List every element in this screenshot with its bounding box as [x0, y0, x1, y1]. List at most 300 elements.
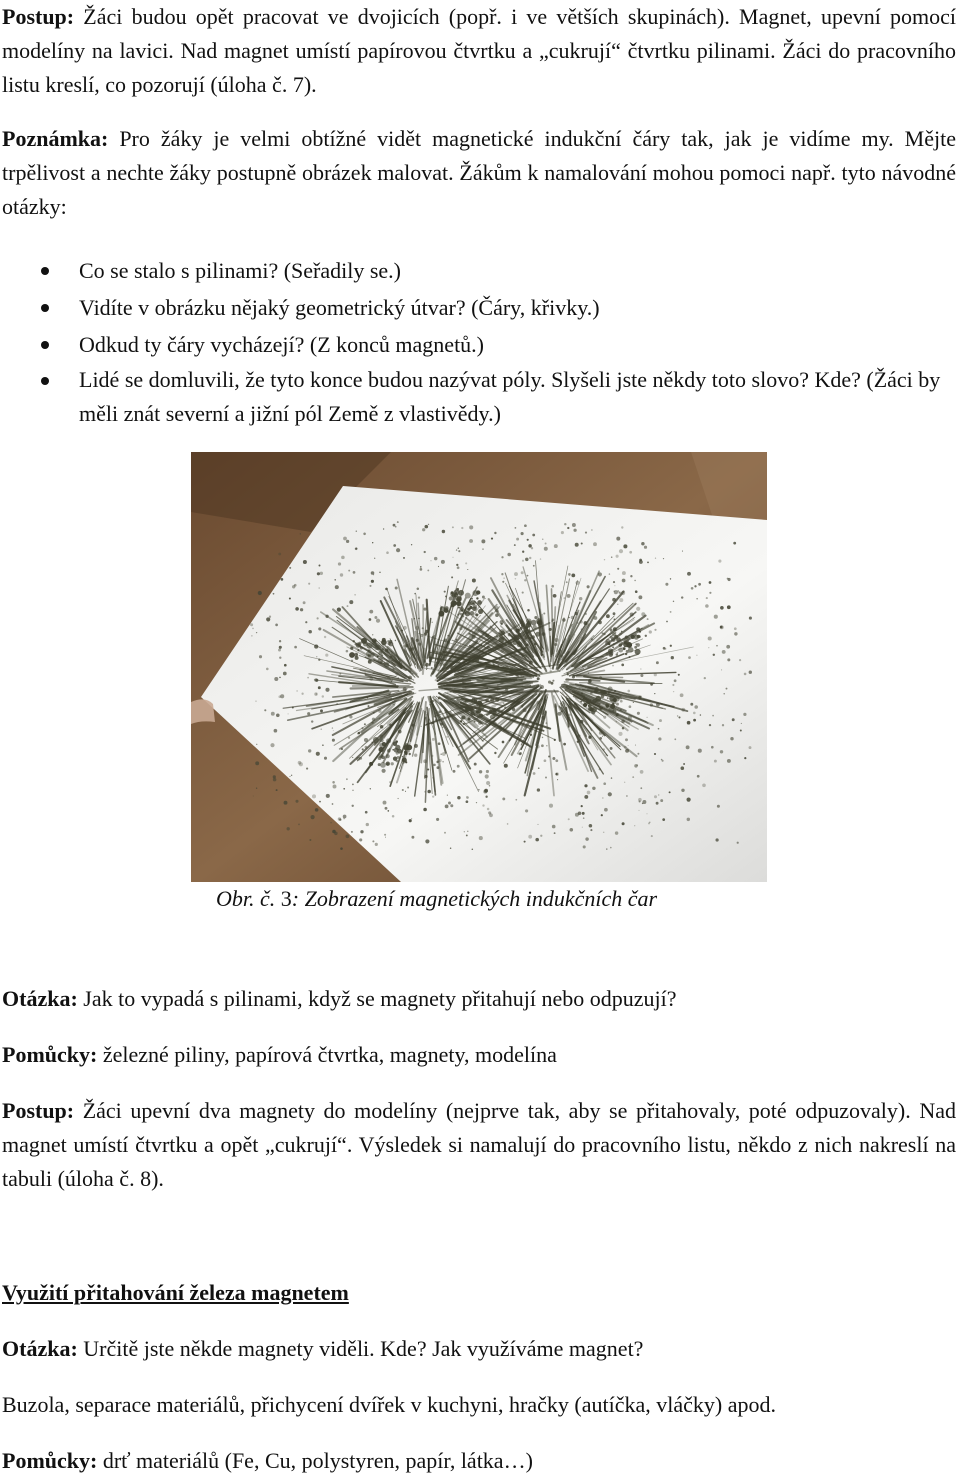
- filing-clump: [527, 621, 532, 626]
- filing-speck: [740, 730, 742, 732]
- filing-speck: [503, 702, 505, 704]
- filing-speck: [581, 628, 582, 629]
- filing-clump: [451, 591, 454, 594]
- filing-speck: [440, 723, 443, 726]
- filing-speck: [741, 723, 742, 724]
- filing-speck: [606, 848, 607, 849]
- filing-speck: [538, 767, 540, 769]
- filing-speck: [438, 759, 441, 762]
- filing-clump: [595, 688, 599, 692]
- filing-speck: [525, 558, 528, 561]
- filing-speck: [372, 722, 374, 724]
- filing-speck: [536, 745, 539, 748]
- filing-clump: [614, 690, 616, 692]
- filing-speck: [608, 792, 612, 796]
- filing-speck: [487, 808, 490, 811]
- filing-clump: [472, 698, 475, 701]
- bullet-icon: [41, 267, 49, 275]
- filing-speck: [264, 709, 266, 711]
- filing-speck: [638, 696, 641, 699]
- filing-speck: [687, 572, 691, 576]
- filing-speck: [573, 529, 576, 532]
- filing-speck: [658, 737, 661, 740]
- filing-clump: [472, 590, 478, 596]
- filing-speck: [495, 706, 496, 707]
- list-item: Odkud ty čáry vycházejí? (Z konců magnetů.): [0, 326, 958, 363]
- filing-speck: [496, 635, 498, 637]
- filing-speck: [575, 612, 578, 615]
- filing-speck: [686, 745, 690, 749]
- filing-clump: [583, 703, 587, 707]
- filing-speck: [580, 720, 584, 724]
- filing-speck: [383, 801, 387, 805]
- question-paragraph-2: Otázka: Určitě jste někde magnety viděli. Kde? Jak využíváme magnet?: [2, 1336, 644, 1361]
- filing-clump: [510, 630, 512, 632]
- filing-speck: [696, 598, 697, 599]
- filing-clump: [465, 593, 471, 599]
- filing-clump: [461, 715, 465, 719]
- filing-speck: [556, 621, 558, 623]
- filing-speck: [455, 639, 457, 641]
- filing-speck: [345, 709, 346, 710]
- filing-speck: [333, 730, 334, 731]
- filing-speck: [528, 835, 532, 839]
- filing-clump: [610, 704, 615, 709]
- filing-speck: [367, 697, 368, 698]
- filing-speck: [691, 587, 694, 590]
- filing-speck: [616, 653, 618, 655]
- filing-speck: [658, 794, 659, 795]
- filing-speck: [619, 598, 623, 602]
- filing-speck: [720, 625, 724, 629]
- filing-speck: [650, 703, 653, 706]
- filing-speck: [497, 708, 500, 711]
- filing-speck: [441, 560, 445, 564]
- filing-speck: [528, 544, 531, 547]
- filing-speck: [380, 734, 384, 738]
- filing-speck: [434, 557, 437, 560]
- filing-speck: [552, 825, 556, 829]
- filing-speck: [730, 737, 733, 740]
- iron-filing: [550, 636, 551, 661]
- filing-speck: [332, 803, 334, 805]
- filing-speck: [423, 759, 427, 763]
- filing-speck: [396, 548, 400, 552]
- filing-clump: [368, 660, 372, 664]
- filing-speck: [603, 782, 606, 785]
- filing-speck: [662, 818, 665, 821]
- filing-speck: [572, 523, 576, 527]
- filing-speck: [283, 672, 287, 676]
- filing-speck: [518, 699, 521, 702]
- filing-speck: [525, 809, 528, 812]
- filing-speck: [452, 526, 454, 528]
- filing-clump: [378, 747, 383, 752]
- filing-speck: [411, 836, 414, 839]
- filing-speck: [616, 555, 619, 558]
- filing-clump: [534, 643, 537, 646]
- filing-speck: [537, 824, 538, 825]
- filing-speck: [279, 646, 282, 649]
- filing-clump: [386, 754, 390, 758]
- filing-speck: [295, 800, 298, 803]
- filing-speck: [624, 782, 625, 783]
- filing-speck: [698, 749, 702, 753]
- filing-speck: [537, 677, 540, 680]
- filing-clump: [445, 606, 449, 610]
- filing-speck: [364, 738, 368, 742]
- filing-speck: [294, 584, 297, 587]
- filing-speck: [610, 631, 611, 632]
- filing-speck: [654, 753, 656, 755]
- filing-speck: [374, 558, 375, 559]
- filing-speck: [334, 579, 335, 580]
- filing-speck: [577, 741, 579, 743]
- filing-speck: [379, 718, 380, 719]
- filing-clump: [519, 620, 523, 624]
- filing-speck: [425, 839, 429, 843]
- filing-speck: [527, 575, 529, 577]
- filing-speck: [428, 524, 429, 525]
- filing-speck: [565, 678, 569, 682]
- filing-speck: [318, 686, 321, 689]
- filing-speck: [648, 822, 650, 824]
- filing-speck: [355, 548, 358, 551]
- filing-speck: [571, 574, 575, 578]
- filing-speck: [445, 805, 449, 809]
- filing-speck: [488, 650, 490, 652]
- filing-speck: [319, 801, 321, 803]
- filing-speck: [520, 667, 522, 669]
- filing-clump: [623, 647, 626, 650]
- filing-speck: [495, 609, 498, 612]
- filing-clump: [528, 629, 530, 631]
- filing-speck: [533, 772, 536, 775]
- filing-clump: [595, 696, 601, 702]
- filing-speck: [363, 533, 366, 536]
- filing-speck: [660, 799, 663, 802]
- filing-speck: [375, 843, 378, 846]
- filing-speck: [599, 676, 602, 679]
- filing-speck: [425, 525, 429, 529]
- filing-speck: [616, 721, 617, 722]
- filing-speck: [411, 544, 412, 545]
- filing-speck: [619, 632, 622, 635]
- filing-speck: [346, 778, 348, 780]
- filing-speck: [711, 746, 714, 749]
- filing-speck: [319, 565, 321, 567]
- filing-speck: [507, 823, 509, 825]
- filing-clump: [460, 720, 462, 722]
- filing-speck: [354, 594, 356, 596]
- filing-speck: [266, 668, 269, 671]
- filing-speck: [612, 598, 616, 602]
- filing-speck: [603, 832, 604, 833]
- filing-speck: [423, 808, 427, 812]
- filing-clump: [475, 613, 478, 616]
- filing-speck: [544, 759, 547, 762]
- filing-speck: [638, 810, 639, 811]
- filing-speck: [542, 654, 543, 655]
- filing-speck: [583, 698, 585, 700]
- filing-clump: [490, 698, 494, 702]
- filing-speck: [269, 616, 271, 618]
- filing-clump: [395, 740, 398, 743]
- filing-speck: [482, 548, 484, 550]
- filing-speck: [345, 716, 347, 718]
- filing-speck: [485, 598, 486, 599]
- filing-clump: [520, 627, 523, 630]
- filing-speck: [659, 719, 662, 722]
- filing-speck: [540, 835, 542, 837]
- filing-speck: [474, 707, 476, 709]
- filing-clump: [380, 661, 383, 664]
- filing-speck: [447, 635, 449, 637]
- filing-speck: [372, 634, 373, 635]
- filing-speck: [420, 566, 422, 568]
- filing-speck: [491, 538, 493, 540]
- tools-paragraph-2: Pomůcky: drť materiálů (Fe, Cu, polystyren, papír, látka…): [2, 1448, 533, 1473]
- filing-speck: [325, 615, 328, 618]
- filing-speck: [515, 527, 517, 529]
- filing-clump: [470, 600, 475, 605]
- filing-speck: [654, 795, 657, 798]
- filing-speck: [414, 593, 416, 595]
- filing-speck: [317, 572, 320, 575]
- filing-speck: [687, 798, 691, 802]
- filing-clump: [484, 706, 486, 708]
- filing-speck: [534, 616, 537, 619]
- filing-clump: [613, 643, 615, 645]
- filing-speck: [359, 838, 362, 841]
- filing-clump: [381, 654, 383, 656]
- filing-speck: [438, 566, 439, 567]
- filing-speck: [549, 628, 552, 631]
- list-item: Vidíte v obrázku nějaký geometrický útvar? (Čáry, křivky.): [0, 289, 958, 326]
- filing-speck: [577, 734, 580, 737]
- filing-speck: [431, 658, 433, 660]
- filing-speck: [457, 765, 460, 768]
- filing-speck: [521, 571, 524, 574]
- filing-speck: [358, 732, 360, 734]
- filing-speck: [656, 703, 660, 707]
- filing-speck: [440, 753, 442, 755]
- filing-speck: [427, 790, 431, 794]
- filing-clump: [380, 738, 384, 742]
- filing-speck: [409, 819, 412, 822]
- filing-speck: [619, 549, 623, 553]
- filing-clump: [623, 639, 629, 645]
- filing-speck: [427, 768, 429, 770]
- filing-clump: [470, 711, 474, 715]
- filing-speck: [322, 695, 324, 697]
- filing-speck: [348, 737, 350, 739]
- filing-speck: [584, 621, 588, 625]
- filing-speck: [374, 616, 377, 619]
- filing-speck: [251, 635, 252, 636]
- filing-clump: [500, 620, 504, 624]
- filing-clump: [439, 611, 445, 617]
- filing-speck: [638, 595, 642, 599]
- filing-speck: [467, 831, 468, 832]
- filing-clump: [517, 642, 523, 648]
- filing-speck: [531, 547, 533, 549]
- filing-speck: [332, 781, 335, 784]
- filing-speck: [620, 700, 623, 703]
- filing-speck: [670, 645, 672, 647]
- note-label: Poznámka:: [2, 126, 109, 151]
- filing-speck: [259, 655, 262, 658]
- filing-speck: [395, 526, 397, 528]
- filing-speck: [494, 532, 496, 534]
- filing-clump: [466, 706, 469, 709]
- filing-speck: [320, 709, 323, 712]
- filing-speck: [414, 744, 418, 748]
- filing-speck: [472, 635, 476, 639]
- filing-clump: [634, 646, 637, 649]
- filing-speck: [542, 539, 543, 540]
- filing-speck: [411, 724, 414, 727]
- filing-clump: [604, 692, 607, 695]
- filing-speck: [633, 618, 634, 619]
- filing-speck: [531, 667, 533, 669]
- filing-speck: [709, 592, 711, 594]
- filing-clump: [389, 656, 392, 659]
- filing-speck: [507, 553, 511, 557]
- filing-speck: [681, 708, 685, 712]
- filing-clump: [628, 647, 633, 652]
- filing-speck: [737, 842, 739, 844]
- filing-clump: [392, 749, 394, 751]
- filing-speck: [633, 702, 634, 703]
- filing-speck: [709, 581, 712, 584]
- filing-clump: [366, 643, 372, 649]
- filing-speck: [694, 705, 698, 709]
- filing-speck: [532, 698, 535, 701]
- filing-clump: [462, 702, 467, 707]
- filing-speck: [389, 781, 391, 783]
- filing-speck: [315, 808, 319, 812]
- filing-speck: [548, 755, 550, 757]
- filing-speck: [533, 565, 535, 567]
- filing-speck: [397, 521, 399, 523]
- filing-speck: [505, 700, 507, 702]
- filing-speck: [540, 685, 544, 689]
- filing-speck: [273, 778, 277, 782]
- filing-speck: [610, 847, 612, 849]
- filing-speck: [431, 755, 433, 757]
- question-paragraph-1: Otázka: Jak to vypadá s pilinami, když se magnety přitahují nebo odpuzují?: [2, 986, 677, 1011]
- filing-clump: [603, 633, 605, 635]
- filing-speck: [266, 617, 270, 621]
- filing-speck: [298, 761, 302, 765]
- filing-speck: [552, 757, 555, 760]
- filing-speck: [524, 654, 527, 657]
- filing-speck: [324, 636, 326, 638]
- filing-speck: [279, 677, 281, 679]
- filing-speck: [505, 688, 508, 691]
- filing-speck: [591, 529, 592, 530]
- filing-speck: [617, 604, 618, 605]
- filing-speck: [623, 544, 627, 548]
- filing-speck: [532, 534, 535, 537]
- filing-clump: [474, 721, 476, 723]
- filing-speck: [744, 757, 746, 759]
- filing-speck: [307, 677, 309, 679]
- filing-speck: [486, 634, 490, 638]
- filing-speck: [387, 810, 389, 812]
- filing-speck: [485, 796, 487, 798]
- filing-clump: [477, 600, 482, 605]
- filing-speck: [618, 732, 622, 736]
- filing-speck: [359, 757, 362, 760]
- filing-speck: [389, 694, 391, 696]
- filing-speck: [420, 634, 423, 637]
- filing-speck: [545, 722, 547, 724]
- filing-speck: [576, 581, 580, 585]
- filing-speck: [502, 581, 504, 583]
- filing-clump: [508, 633, 511, 636]
- filing-speck: [469, 525, 473, 529]
- filing-speck: [379, 572, 380, 573]
- filing-speck: [603, 716, 606, 719]
- filing-speck: [391, 681, 392, 682]
- filing-speck: [432, 700, 434, 702]
- filing-clump: [355, 656, 359, 660]
- filing-clump: [601, 694, 605, 698]
- filing-clump: [384, 662, 389, 667]
- filing-speck: [640, 770, 644, 774]
- filing-speck: [326, 794, 330, 798]
- filing-speck: [627, 690, 630, 693]
- filing-speck: [307, 712, 310, 715]
- filing-speck: [630, 575, 632, 577]
- filing-speck: [384, 834, 386, 836]
- filing-speck: [554, 643, 557, 646]
- filing-speck: [405, 644, 408, 647]
- filing-clump: [352, 640, 354, 642]
- filing-speck: [613, 612, 616, 615]
- filing-speck: [405, 791, 406, 792]
- tools-paragraph-1: Pomůcky: železné piliny, papírová čtvrtka, magnety, modelína: [2, 1042, 557, 1067]
- filing-speck: [622, 571, 626, 575]
- filing-speck: [423, 608, 426, 611]
- filing-speck: [579, 597, 582, 600]
- filing-speck: [298, 824, 300, 826]
- filing-speck: [416, 639, 419, 642]
- filing-speck: [495, 613, 499, 617]
- filing-speck: [340, 573, 343, 576]
- filing-clump: [590, 692, 593, 695]
- filing-speck: [324, 757, 327, 760]
- filing-speck: [433, 764, 436, 767]
- filing-speck: [284, 801, 288, 805]
- filing-speck: [316, 752, 320, 756]
- filing-speck: [541, 744, 544, 747]
- filing-speck: [449, 679, 452, 682]
- filing-speck: [407, 787, 409, 789]
- filing-speck: [632, 776, 634, 778]
- filing-speck: [546, 745, 547, 746]
- filing-clump: [489, 720, 491, 722]
- filing-speck: [425, 630, 428, 633]
- filing-speck: [588, 743, 590, 745]
- filing-speck: [708, 636, 712, 640]
- filing-clump: [626, 650, 629, 653]
- filing-speck: [663, 558, 664, 559]
- filing-clump: [349, 652, 355, 658]
- filing-speck: [296, 690, 297, 691]
